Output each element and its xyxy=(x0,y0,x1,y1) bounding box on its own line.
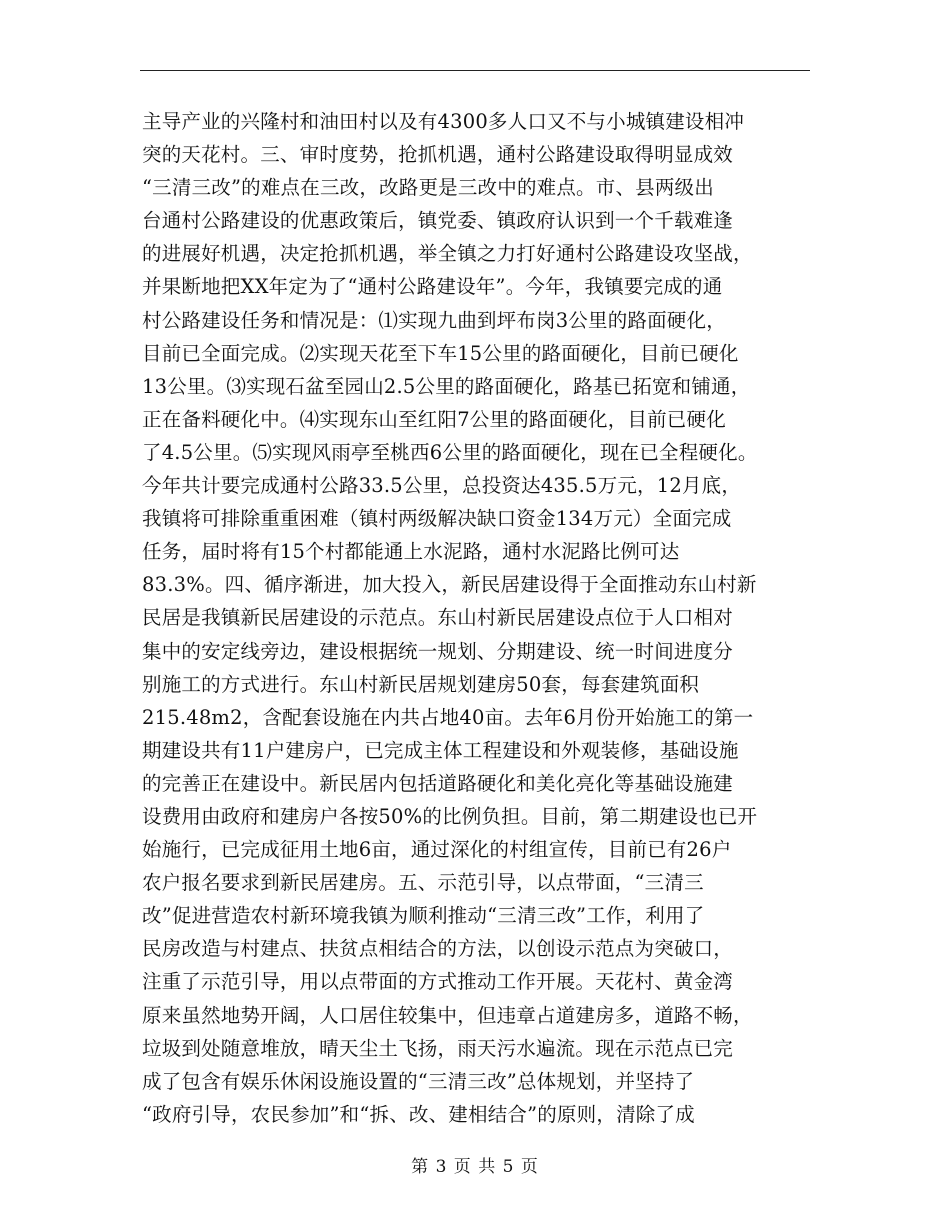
text-line: 我镇将可排除重重困难（镇村两级解决缺口资金134万元）全面完成 xyxy=(142,507,732,531)
text-line: 民居是我镇新民居建设的示范点。东山村新民居建设点位于人口相对 xyxy=(142,606,734,630)
text-line: 期建设共有11户建房户，已完成主体工程建设和外观装修，基础设施 xyxy=(142,738,739,762)
text-line: 民房改造与村建点、扶贫点相结合的方法，以创设示范点为突破口， xyxy=(142,937,734,961)
text-line: 集中的安定线旁边，建设根据统一规划、分期建设、统一时间进度分 xyxy=(142,639,734,663)
text-line: 原来虽然地势开阔，人口居住较集中，但违章占道建房多，道路不畅， xyxy=(142,1003,753,1027)
text-line: 成了包含有娱乐休闲设施设置的“三清三改”总体规划，并坚持了 xyxy=(142,1069,695,1093)
text-line: 农户报名要求到新民居建房。五、示范引导，以点带面，“三清三 xyxy=(142,871,704,895)
text-line: 主导产业的兴隆村和油田村以及有4300多人口又不与小城镇建设相冲 xyxy=(142,110,745,133)
text-line: 村公路建设任务和情况是：⑴实现九曲到坪布岗3公里的路面硬化， xyxy=(142,308,726,332)
text-line: 始施行，已完成征用土地6亩，通过深化的村组宣传，目前已有26户 xyxy=(142,838,732,862)
text-line: 今年共计要完成通村公路33.5公里，总投资达435.5万元，12月底， xyxy=(142,474,742,498)
text-line: 台通村公路建设的优惠政策后，镇党委、镇政府认识到一个千载难逢 xyxy=(142,209,734,233)
text-line: 13公里。⑶实现石盆至园山2.5公里的路面硬化，路基已拓宽和铺通， xyxy=(142,374,751,398)
text-line: 突的天花村。三、审时度势，抢抓机遇，通村公路建设取得明显成效 xyxy=(142,143,734,167)
text-line: 改”促进营造农村新环境我镇为顺利推动“三清三改”工作，利用了 xyxy=(142,904,705,928)
text-line: 215.48m2，含配套设施在内共占地40亩。去年6月份开始施工的第一 xyxy=(142,705,754,729)
text-line: 的进展好机遇，决定抢抓机遇，举全镇之力打好通村公路建设攻坚战， xyxy=(142,242,753,266)
text-line: 设费用由政府和建房户各按50%的比例负担。目前，第二期建设也已开 xyxy=(142,804,758,828)
text-line: 了4.5公里。⑸实现风雨亭至桃西6公里的路面硬化，现在已全程硬化。 xyxy=(142,440,758,464)
text-line: 注重了示范引导，用以点带面的方式推动工作开展。天花村、黄金湾 xyxy=(142,970,734,994)
header-rule xyxy=(140,70,810,71)
text-line: “三清三改”的难点在三改，改路更是三改中的难点。市、县两级出 xyxy=(142,176,714,200)
body-text xyxy=(142,105,832,1131)
text-line: “政府引导，农民参加”和“拆、改、建相结合”的原则，清除了成 xyxy=(142,1102,695,1126)
text-line: 垃圾到处随意堆放，晴天尘土飞扬，雨天污水遍流。现在示范点已完 xyxy=(142,1036,734,1060)
text-line: 的完善正在建设中。新民居内包括道路硬化和美化亮化等基础设施建 xyxy=(142,771,734,795)
text-line: 别施工的方式进行。东山村新民居规划建房50套，每套建筑面积 xyxy=(142,672,700,696)
text-line: 正在备料硬化中。⑷实现东山至红阳7公里的路面硬化，目前已硬化 xyxy=(142,407,726,431)
text-line: 83.3%。四、循序渐进，加大投入，新民居建设得于全面推动东山村新 xyxy=(142,573,757,597)
text-line: 并果断地把XX年定为了“通村公路建设年”。今年，我镇要完成的通 xyxy=(142,275,723,299)
page-number-footer: 第 3 页 共 5 页 xyxy=(411,1157,539,1177)
text-line: 目前已全面完成。⑵实现天花至下车15公里的路面硬化，目前已硬化 xyxy=(142,341,739,365)
text-line: 任务，届时将有15个村都能通上水泥路，通村水泥路比例可达 xyxy=(142,540,680,564)
